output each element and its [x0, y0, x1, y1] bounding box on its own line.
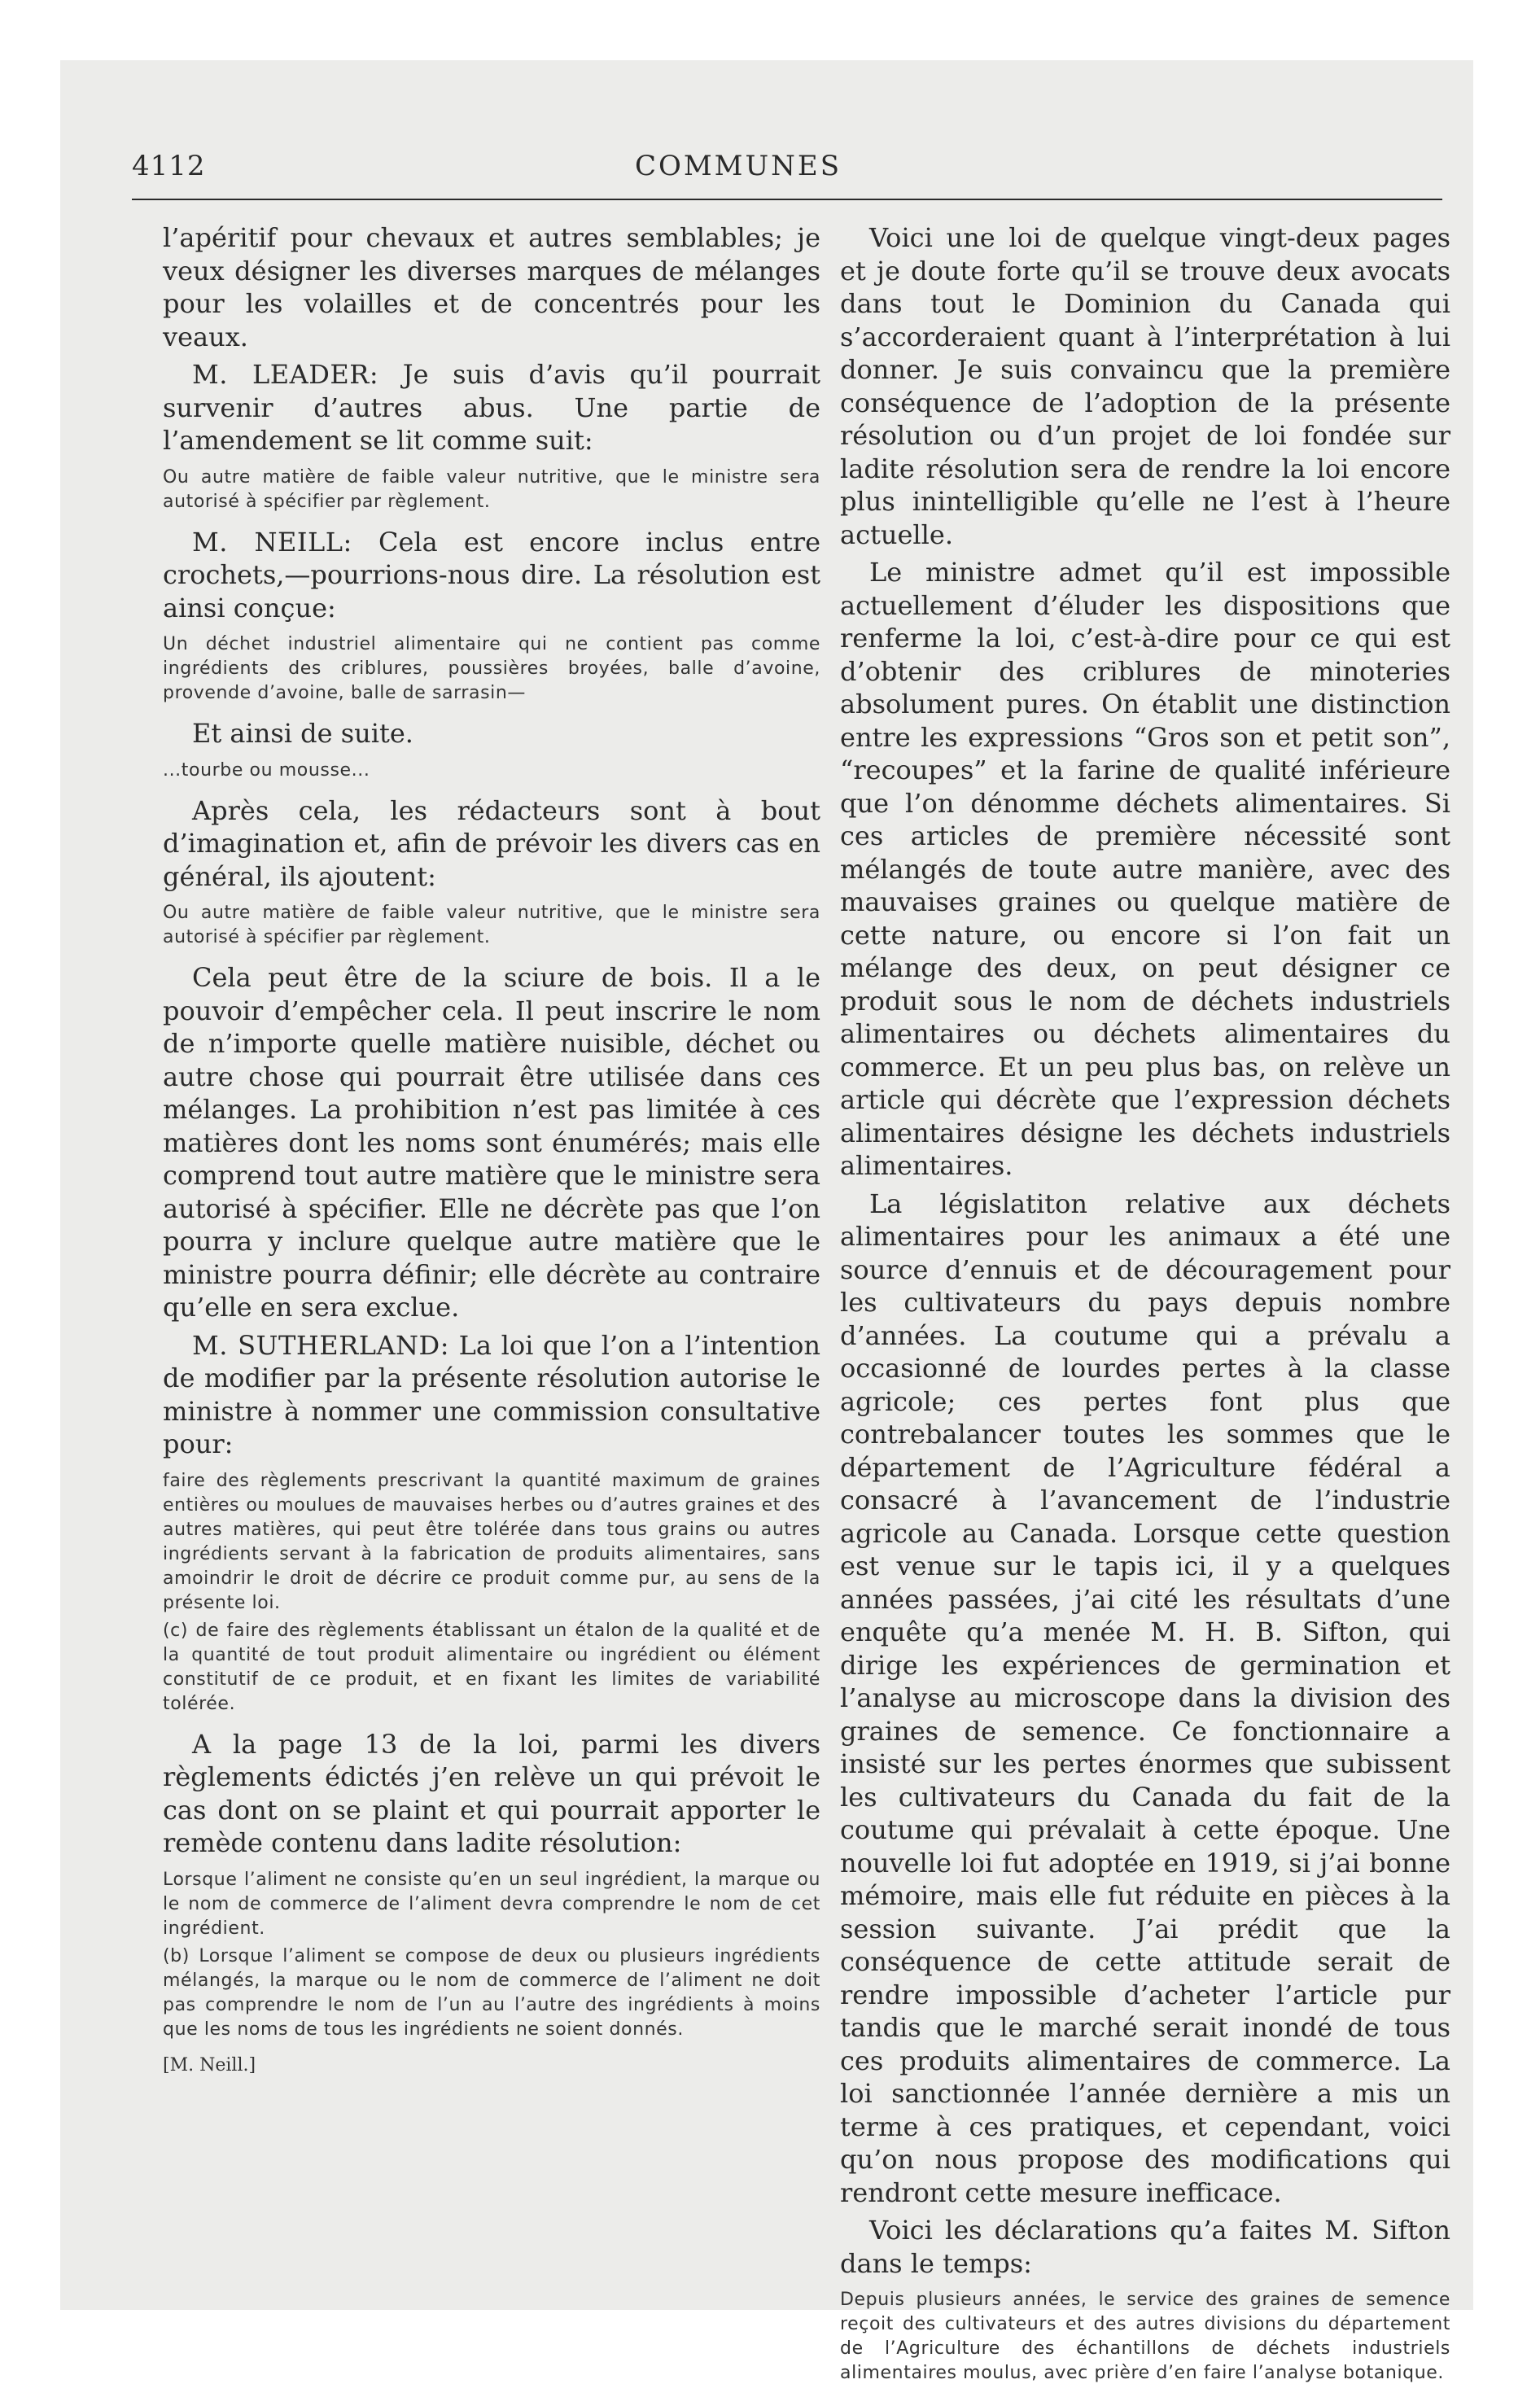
quotation: Ou autre matière de faible valeur nutritive, que le ministre sera autorisé à spécifier par règlement.: [163, 903, 820, 947]
page-header: [132, 150, 1442, 190]
quotation: faire des règlements prescrivant la quantité maximum de graines entières ou moulues de mauvaises herbes ou d’autres graines et des autres matières, qui peut être tolérée dans tous grains ou autres ingrédients servant à la fabrication de produits alimentaires, sans amoindrir le droit de décrire ce produit comme pur, au sens de la présente loi.: [163, 1470, 820, 1613]
quotation: Un déchet industriel alimentaire qui ne contient pas comme ingrédients des criblures, poussières broyées, balle d’avoine, provende d’avoine, balle de sarrasin—: [163, 634, 820, 703]
page-number: 4112: [132, 150, 206, 182]
speaker-name: M. SUTHERLAND:: [192, 1329, 449, 1361]
page-scan: [60, 60, 1473, 2383]
left-column: [163, 221, 820, 2078]
paragraph: A la page 13 de la loi, parmi les divers règlements édictés j’en relève un qui prévoit le cas dont on se plaint et qui pourrait apporter le remède contenu dans ladite résolution:: [163, 1728, 820, 1858]
paragraph: Après cela, les rédacteurs sont à bout d’imagination et, afin de prévoir les divers cas en général, ils ajoutent:: [163, 794, 820, 892]
speaker-name: M. LEADER:: [192, 359, 379, 390]
speaker-name: M. NEILL:: [192, 526, 352, 558]
speech-text: Je suis d’avis qu’il pourrait survenir d’autres abus. Une partie de l’amendement se lit comme suit:: [163, 359, 821, 456]
paragraph: Cela peut être de la sciure de bois. Il a le pouvoir d’empêcher cela. Il peut inscrire le nom de n’importe quelle matière nuisible, déchet ou autre chose qui pourrait être utilisée dans ces mélanges. La prohibition n’est pas limitée à ces matières dont les noms sont énumérés; mais elle comprend tout autre matière que le ministre sera autorisé à spécifier. Elle ne décrète pas que l’on pourra y inclure quelque autre matière que le ministre pourra définir; elle décrète au contraire qu’elle en sera exclue.: [163, 962, 820, 1323]
paragraph: Voici les déclarations qu’a faites M. Sifton dans le temps:: [840, 2215, 1450, 2279]
header-rule: [132, 199, 1442, 200]
quotation: Depuis plusieurs années, le service des graines de semence reçoit des cultivateurs et des autres divisions du département de l’Agriculture des échantillons de déchets industriels alimentaires moulus, avec prière d’en faire l’analyse botanique.: [840, 2290, 1450, 2383]
quotation: Lorsque l’aliment ne consiste qu’en un seul ingrédient, la marque ou le nom de commerce de l’aliment devra comprendre le nom de cet ingrédient.: [163, 1869, 820, 1939]
paragraph: Le ministre admet qu’il est impossible actuellement d’éluder les dispositions que renferme la loi, c’est-à-dire pour ce qui est d’obtenir des criblures de minoteries absolument pures. On établit une distinction entre les expressions “Gros son et petit son”, “recoupes” et la farine de qualité inférieure que l’on dénomme déchets alimentaires. Si ces articles de première nécessité sont mélangés de toute autre manière, avec des mauvaises graines ou quelque matière de cette nature, ou encore si l’on fait un mélange des deux, on peut désigner ce produit sous le nom de déchets industriels alimentaires ou déchets alimentaires du commerce. Et un peu plus bas, on relève un article qui décrète que l’expression déchets alimentaires désigne les déchets industriels alimentaires.: [840, 557, 1450, 1181]
quotation: (b) Lorsque l’aliment se compose de deux ou plusieurs ingrédients mélangés, la marque ou le nom de commerce de l’aliment ne doit pas comprendre le nom de l’un au l’autre des ingrédients à moins que les noms de tous les ingrédients ne soient donnés.: [163, 1945, 820, 2040]
speech-text: Cela est encore inclus entre crochets,—pourrions-nous dire. La résolution est ainsi conçue:: [163, 526, 821, 623]
paragraph: Et ainsi de suite.: [192, 718, 413, 749]
quotation: (c) de faire des règlements établissant un étalon de la qualité et de la quantité de tout produit alimentaire ou ingrédient ou élément constitutif de ce produit, et en fixant les limites de variabilité tolérée.: [163, 1620, 820, 1714]
speech-text: La loi que l’on a l’intention de modifier par la présente résolution autorise le ministre à nommer une commission consultative pour:: [163, 1329, 820, 1459]
quotation: ...tourbe ou mousse...: [163, 759, 370, 781]
quotation: Ou autre matière de faible valeur nutritive, que le ministre sera autorisé à spécifier par règlement.: [163, 466, 820, 512]
paragraph: [163, 526, 820, 625]
paragraph: [163, 358, 820, 457]
paragraph: La législatiton relative aux déchets alimentaires pour les animaux a été une source d’ennuis et de découragement pour les cultivateurs du pays depuis nombre d’années. La coutume qui a prévalu a occasionné de lourdes pertes à la classe agricole; ces pertes font plus que contrebalancer toutes les sommes que le département de l’Agriculture fédéral a consacré à l’avancement de l’industrie agricole au Canada. Lorsque cette question est venue sur le tapis ici, il y a quelques années passées, j’ai cité les résultats d’une enquête qu’a menée M. H. B. Sifton, qui dirige les expériences de germination et l’analyse au microscope dans la division des graines de semence. Ce fonctionnaire a insisté sur les pertes énormes que subissent les cultivateurs du Canada du fait de la coutume qui prévalait à cette époque. Une nouvelle loi fut adoptée en 1919, si j’ai bonne mémoire, mais elle fut réduite en pièces à la session suivante. J’ai prédit que la conséquence de cette attitude serait de rendre impossible d’acheter l’article pur tandis que le marché serait inondé de tous ces produits alimentaires de commerce. La loi sanctionnée l’année dernière a mis un terme à ces pratiques, et cependant, voici qu’on nous propose des modifications qui rendront cette mesure inefficace.: [840, 1188, 1450, 2208]
paragraph: l’apéritif pour chevaux et autres semblables; je veux désigner les diverses marques de mélanges pour les volailles et de concentrés pour les veaux.: [163, 222, 820, 352]
right-column: [840, 221, 1450, 2397]
running-head: COMMUNES: [634, 150, 842, 182]
paragraph: [163, 1329, 820, 1461]
paragraph: Voici une loi de quelque vingt-deux pages et je doute forte qu’il se trouve deux avocats dans tout le Dominion du Canada qui s’accorderaient quant à l’interprétation à lui donner. Je suis convaincu que la première conséquence de l’adoption de la présente résolution ou d’un projet de loi fondée sur ladite résolution sera de rendre la loi encore plus inintelligible qu’elle ne l’est à l’heure actuelle.: [840, 222, 1450, 550]
attribution: [M. Neill.]: [163, 2054, 256, 2076]
